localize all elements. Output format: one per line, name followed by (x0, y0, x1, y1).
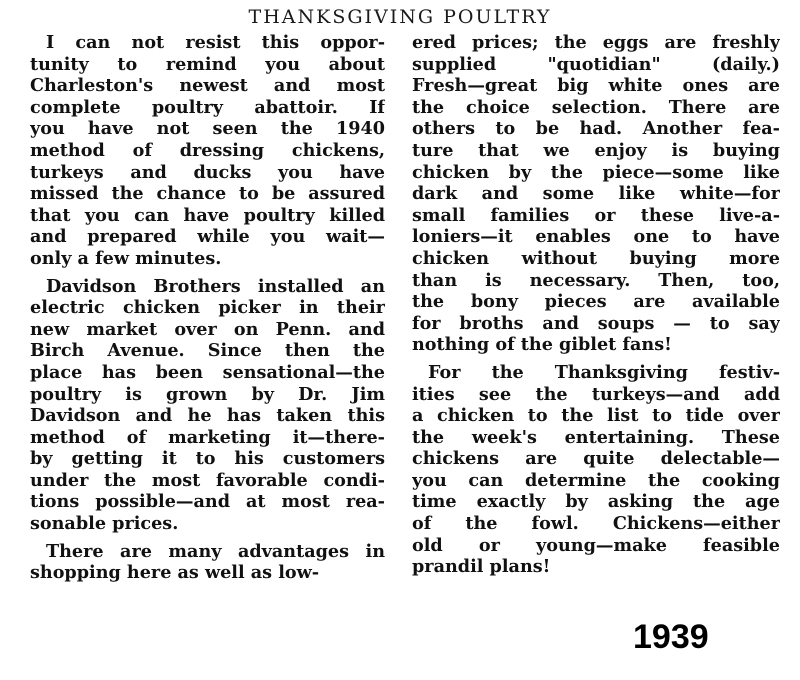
text-line: loniers—it enables one to have (412, 226, 780, 248)
text-line: method of dressing chickens, (30, 139, 385, 161)
text-line: Davidson and he has taken this (30, 405, 385, 427)
text-line: that you can have poultry killed (30, 204, 385, 226)
paragraph (30, 276, 385, 535)
paragraph (412, 362, 780, 578)
paragraph (30, 541, 385, 584)
text-line: nothing of the giblet fans! (412, 334, 672, 356)
text-line: chicken by the piece—some like (412, 161, 780, 183)
text-line: Fresh—great big white ones are (412, 75, 780, 97)
right-column (412, 32, 780, 578)
text-line: electric chicken picker in their (30, 297, 385, 319)
text-line: the bony pieces are available (412, 291, 780, 313)
text-line: For the Thanksgiving festiv- (428, 361, 780, 383)
text-line: sonable prices. (30, 513, 179, 535)
text-line: for broths and soups — to say (412, 312, 780, 334)
text-line: you can determine the cooking (412, 469, 780, 491)
year-label: 1939 (633, 618, 709, 656)
paragraph (412, 32, 780, 356)
article-headline: THANKSGIVING POULTRY (248, 6, 552, 28)
text-line: Birch Avenue. Since then the (30, 340, 385, 362)
text-line: turkeys and ducks you have (30, 161, 385, 183)
text-line: you have not seen the 1940 (30, 118, 385, 140)
text-line: supplied "quotidian" (daily.) (412, 53, 780, 75)
text-line: ture that we enjoy is buying (412, 139, 780, 161)
text-line: new market over on Penn. and (30, 318, 385, 340)
text-line: others to be had. Another fea- (412, 118, 780, 140)
text-line: chicken without buying more (412, 247, 780, 269)
text-line: There are many advantages in (46, 540, 385, 562)
text-line: complete poultry abattoir. If (30, 96, 385, 118)
text-line: missed the chance to be assured (30, 183, 385, 205)
text-line: I can not resist this oppor- (46, 32, 385, 53)
text-line: and prepared while you wait— (30, 226, 385, 248)
text-line: a chicken to the list to tide over (412, 405, 780, 427)
text-line: under the most favorable condi- (30, 469, 385, 491)
text-line: small families or these live-a- (412, 204, 780, 226)
text-line: shopping here as well as low- (30, 562, 320, 584)
text-line: by getting it to his customers (30, 448, 385, 470)
left-column (30, 32, 385, 584)
text-line: chickens are quite delectable— (412, 448, 780, 470)
text-line: method of marketing it—there- (30, 426, 385, 448)
text-line: ities see the turkeys—and add (412, 383, 780, 405)
text-line: the week's entertaining. These (412, 426, 780, 448)
text-line: of the fowl. Chickens—either (412, 513, 780, 535)
text-line: Charleston's newest and most (30, 75, 385, 97)
text-line: ered prices; the eggs are freshly (412, 32, 780, 53)
text-line: Davidson Brothers installed an (46, 275, 385, 297)
paragraph (30, 32, 385, 270)
text-line: time exactly by asking the age (412, 491, 780, 513)
text-line: poultry is grown by Dr. Jim (30, 383, 385, 405)
text-line: place has been sensational—the (30, 361, 385, 383)
text-line: the choice selection. There are (412, 96, 780, 118)
text-line: dark and some like white—for (412, 183, 780, 205)
text-line: tunity to remind you about (30, 53, 385, 75)
text-line: than is necessary. Then, too, (412, 269, 780, 291)
text-line: only a few minutes. (30, 247, 222, 269)
text-line: old or young—make feasible (412, 534, 780, 556)
text-line: tions possible—and at most rea- (30, 491, 385, 513)
text-line: prandil plans! (412, 556, 551, 578)
